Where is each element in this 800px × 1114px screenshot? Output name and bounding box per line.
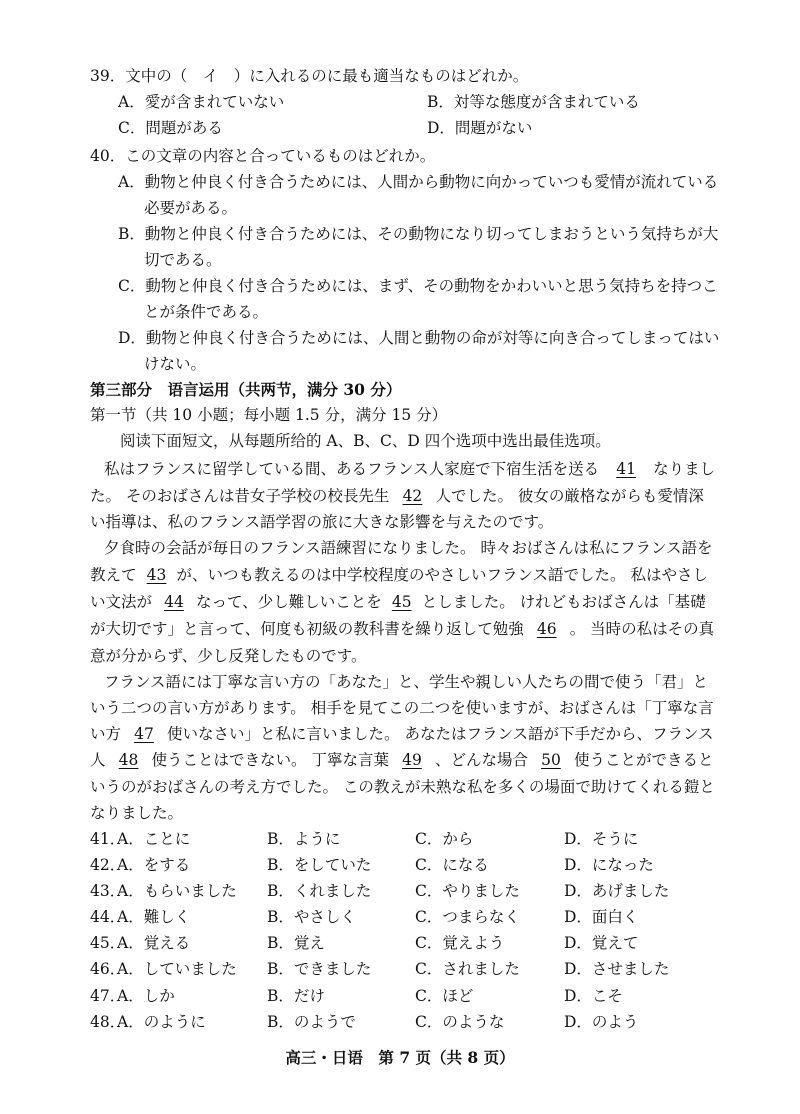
passage-line: 夕食時の会話が毎日のフランス語練習になりました。 時々おばさんは私にフランス語を xyxy=(104,539,713,557)
option-a: A．難しく xyxy=(117,908,191,926)
option-b: B．覚え xyxy=(267,934,325,952)
option-a: A．覚える xyxy=(117,934,191,952)
q40-option-b: B．動物と仲良く付き合うためには、その動物になり切ってしまおうという気持ちが大 xyxy=(118,225,719,243)
option-c: C．やりました xyxy=(415,882,520,900)
q40-option-b-cont: 切である。 xyxy=(144,251,222,269)
option-b: B．だけ xyxy=(267,987,325,1005)
q40-option-d: D．動物と仲良く付き合うためには、人間と動物の命が対等に向き合ってしまってはい xyxy=(118,329,720,347)
passage-line xyxy=(90,486,704,506)
blank-47: 47 xyxy=(134,725,154,743)
q39-option-d: D．問題がない xyxy=(427,119,533,137)
passage-line xyxy=(90,750,713,770)
passage-text: た。 そのおばさんは昔女子学校の校長先生 xyxy=(90,487,390,505)
passage-text: 人でした。 彼女の厳格ながらも愛情深 xyxy=(435,487,704,505)
option-a: A．ことに xyxy=(117,830,191,848)
passage-line xyxy=(90,592,706,612)
blank-44: 44 xyxy=(164,593,184,611)
option-b: B．くれました xyxy=(267,882,372,900)
passage-line xyxy=(90,619,714,639)
blank-43: 43 xyxy=(146,566,167,584)
q40-option-a-cont: 必要がある。 xyxy=(144,199,238,217)
option-number: 46． xyxy=(90,960,126,978)
option-c: C．つまらなく xyxy=(415,908,520,926)
q39-option-a: A．愛が含まれていない xyxy=(118,93,285,111)
passage-text: 教えて xyxy=(90,566,137,584)
page-footer: 高三・日语 第 7 页（共 8 页） xyxy=(285,1048,515,1067)
option-c: C．になる xyxy=(415,856,489,874)
passage-line xyxy=(90,724,714,744)
option-c: C．覚えよう xyxy=(415,934,505,952)
blank-45: 45 xyxy=(391,593,412,611)
option-d: D．あげました xyxy=(564,882,670,900)
blank-49: 49 xyxy=(402,751,422,769)
section-part-heading: 第三部分 语言运用（共两节，满分 30 分） xyxy=(90,380,402,399)
option-a: A．もらいました xyxy=(117,882,237,900)
passage-text: 使うことはできない。 丁寧な言葉 xyxy=(151,751,389,769)
q40-option-d-cont: けない。 xyxy=(144,355,207,373)
blank-50: 50 xyxy=(541,751,561,769)
passage-text: い文法が xyxy=(90,593,153,611)
passage-text: 、どんな場合 xyxy=(434,751,528,769)
option-number: 41． xyxy=(90,830,126,848)
option-d: D．覚えて xyxy=(564,934,639,952)
passage-text: い方 xyxy=(90,725,122,743)
option-b: B．できました xyxy=(267,960,372,978)
passage-text: 。 当時の私はその真 xyxy=(569,620,715,638)
q40-option-a: A．動物と仲良く付き合うためには、人間から動物に向かっていつも愛情が流れている xyxy=(118,173,719,191)
passage-line: い指導は、私のフランス語学習の旅に大きな影響を与えたのです。 xyxy=(90,513,554,531)
option-d: D．面白く xyxy=(564,908,639,926)
option-number: 47． xyxy=(90,987,126,1005)
passage-line: 意が分からず、少し反発したものです。 xyxy=(90,647,367,665)
q40-stem: 40．この文章の内容と合っているものはどれか。 xyxy=(90,147,436,165)
option-d: D．になった xyxy=(564,856,654,874)
q40-option-c: C．動物と仲良く付き合うためには、まず、その動物をかわいいと思う気持ちを持つこ xyxy=(118,277,718,295)
blank-46: 46 xyxy=(536,620,557,638)
option-d: D．させました xyxy=(564,960,670,978)
option-number: 45． xyxy=(90,934,126,952)
option-number: 44． xyxy=(90,908,126,926)
passage-text: 人 xyxy=(90,751,106,769)
passage-text: なって、少し難しいことを xyxy=(196,593,382,611)
passage-line xyxy=(90,565,708,585)
passage-text: としました。 けれどもおばさんは「基礎 xyxy=(421,593,706,611)
passage-line: いうのがおばさんの考え方でした。 この教えが未熟な私を多くの場面で助けてくれる鎧と xyxy=(90,778,715,796)
option-d: D．そうに xyxy=(564,830,639,848)
option-number: 43． xyxy=(90,882,126,900)
option-a: A．のように xyxy=(117,1013,206,1031)
passage-text: 私はフランスに留学している間、あるフランス人家庭で下宿生活を送る xyxy=(104,460,600,478)
q40-option-c-cont: とが条件である。 xyxy=(144,303,269,321)
blank-48: 48 xyxy=(118,751,139,769)
option-a: A．していました xyxy=(117,960,237,978)
q39-stem: 39．文中の（ イ ）に入れるのに最も適当なものはどれか。 xyxy=(90,67,529,85)
option-c: C．から xyxy=(415,830,474,848)
option-b: B．をしていた xyxy=(267,856,372,874)
passage-text: 使うことができると xyxy=(573,751,714,769)
option-number: 48． xyxy=(90,1013,126,1031)
passage-line: なりました。 xyxy=(90,804,184,822)
option-number: 42． xyxy=(90,856,126,874)
option-b: B．ように xyxy=(267,830,341,848)
passage-line: いう二つの言い方があります。 相手を見てこの二つを使いますが、おばさんは「丁寧な言 xyxy=(90,699,714,717)
section-sub-heading: 第一节（共 10 小题；每小题 1.5 分，满分 15 分） xyxy=(90,406,448,424)
option-a: A．しか xyxy=(117,987,175,1005)
option-c: C．されました xyxy=(415,960,520,978)
option-c: C．ほど xyxy=(415,987,474,1005)
section-instruction: 阅读下面短文，从每题所给的 A、B、C、D 四个选项中选出最佳选项。 xyxy=(120,432,611,450)
option-d: D．のよう xyxy=(564,1013,639,1031)
passage-text: が大切です」と言って、何度も初級の教科書を繰り返して勉強 xyxy=(90,620,524,638)
passage-line: フランス語には丁寧な言い方の「あなた」と、学生や親しい人たちの間で使う「君」と xyxy=(104,673,709,691)
q39-option-c: C．問題がある xyxy=(118,119,223,137)
option-d: D．こそ xyxy=(564,987,623,1005)
blank-42: 42 xyxy=(402,487,423,505)
option-b: B．のようで xyxy=(267,1013,356,1031)
blank-41: 41 xyxy=(616,460,636,478)
passage-text: 使いなさい」と私に言いました。 あなたはフランス語が下手だから、フランス xyxy=(167,725,714,743)
passage-text: が、いつも教えるのは中学校程度のやさしいフランス語でした。 私はやさし xyxy=(176,566,708,584)
option-b: B．やさしく xyxy=(267,908,356,926)
passage-line xyxy=(104,459,715,479)
option-a: A．をする xyxy=(117,856,191,874)
option-c: C．のような xyxy=(415,1013,505,1031)
passage-text: なりまし xyxy=(653,460,716,478)
q39-option-b: B．対等な態度が含まれている xyxy=(427,93,640,111)
